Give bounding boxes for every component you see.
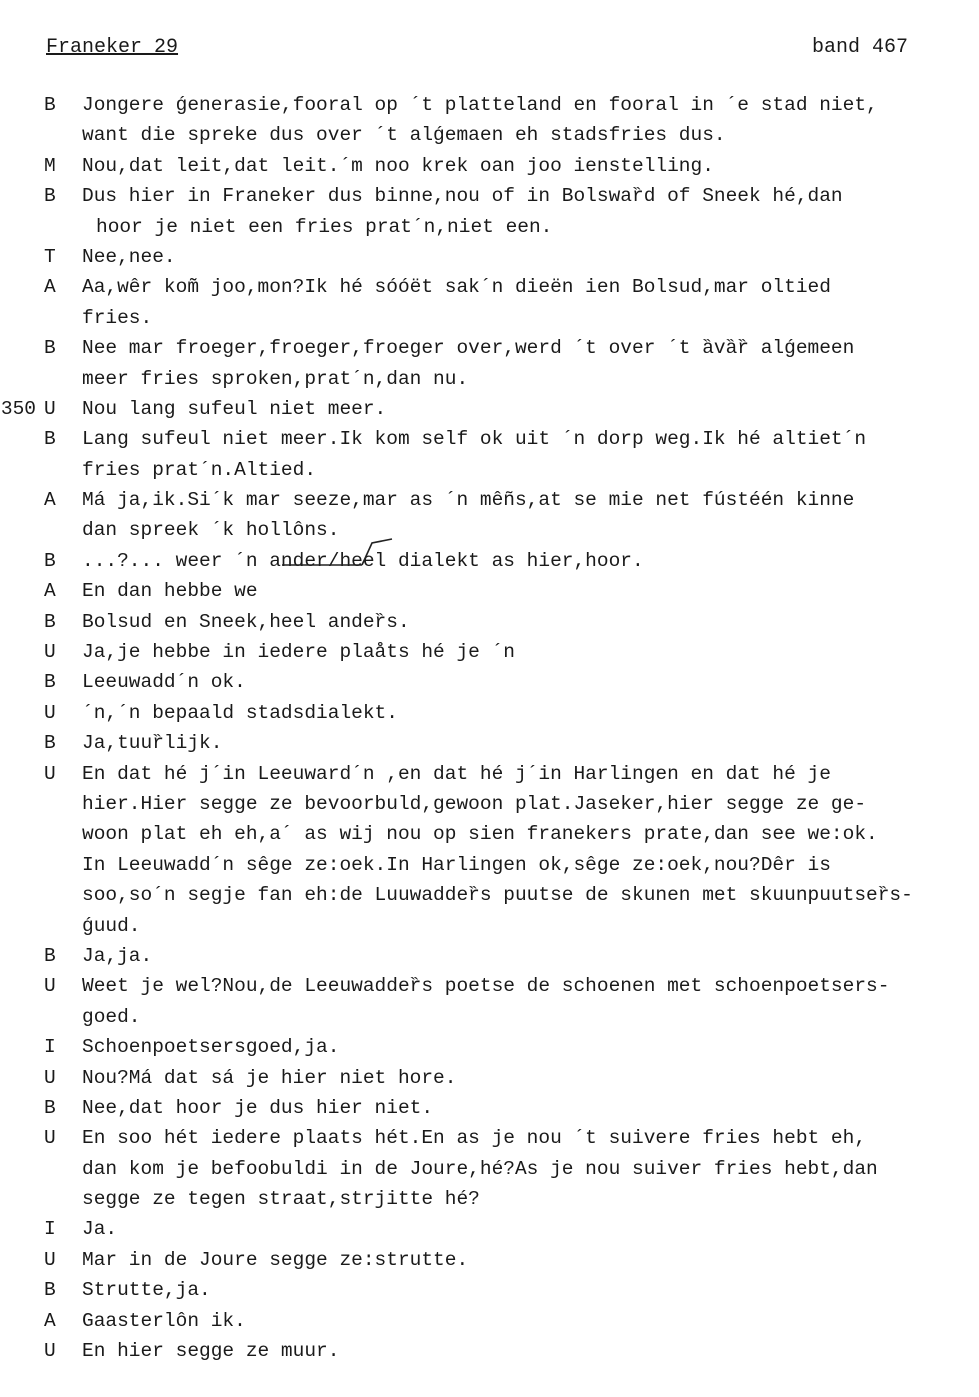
utterance-text: Nou lang sufeul niet meer. [82,397,387,420]
transcript-line [0,303,979,333]
utterance-text: Bolsud en Sneek,heel andeȑs. [82,610,410,633]
transcript-line [0,1002,979,1032]
speaker-label: U [44,975,56,998]
transcript-line [0,759,979,789]
utterance-text: Strutte,ja. [82,1279,211,1302]
utterance-text: Lang sufeul niet meer.Ik kom self ok uit ´n dorp weg.Ik hé altiet´n [82,428,867,451]
utterance-text: Gaasterlôn ik. [82,1309,246,1332]
utterance-text: soo,so´n segje fan eh:de Luuwaddeȑs puutse de skunen met skuunpuutseȑs- [82,884,913,907]
band-number: band 467 [812,36,909,59]
speaker-label: A [44,276,56,299]
utterance-text: meer fries sproken,prat´n,dan nu. [82,367,469,390]
transcript-line [0,819,979,849]
transcript-line [0,424,979,454]
utterance-text: woon plat eh eh,a´ as wij nou op sien franekers prate,dan see we:ok. [82,823,878,846]
speaker-label: U [44,1127,56,1150]
utterance-text: Mar in de Joure segge ze:strutte. [82,1248,469,1271]
transcript-line [0,1306,979,1336]
transcript-line [0,789,979,819]
utterance-text: Nee,dat hoor je dus hier niet. [82,1096,434,1119]
speaker-label: B [44,1096,56,1119]
speaker-label: U [44,397,56,420]
transcript-line [0,667,979,697]
utterance-text: Weet je wel?Nou,de Leeuwaddeȑs poetse de schoenen met schoenpoetsers- [82,975,890,998]
utterance-text: hier.Hier segge ze bevoorbuld,gewoon plat.Jaseker,hier segge ze ge- [82,792,867,815]
speaker-label: B [44,671,56,694]
speaker-label: B [44,428,56,451]
speaker-label: I [44,1036,56,1059]
transcript-line [0,181,979,211]
utterance-text: ...?... weer ´n ander/heel dialekt as hier,hoor. [82,549,644,572]
speaker-label: T [44,245,56,268]
utterance-text: En hier segge ze muur. [82,1340,340,1363]
utterance-text: Jongere ǵenerasie,fooral op ´t platteland en fooral in ´e stad niet, [82,94,878,116]
speaker-label: A [44,580,56,603]
utterance-text: Nee,nee. [82,245,176,268]
utterance-text: Ja,je hebbe in iedere plaåts hé je ´n [82,641,515,664]
speaker-label: M [44,154,56,177]
speaker-label: B [44,549,56,572]
transcript-line [0,850,979,880]
transcript-line [0,1275,979,1305]
utterance-text: Ja,tuuȑlijk. [82,732,223,755]
transcript-line [0,212,979,242]
utterance-text: En dat hé j´in Leeuward´n ,en dat hé j´in Harlingen en dat hé je [82,762,831,785]
speaker-label: A [44,489,56,512]
transcript-line [0,333,979,363]
utterance-text: Nou,dat leit,dat leit.´m noo krek oan joo ienstelling. [82,154,714,177]
transcript-line [0,637,979,667]
speaker-label: U [44,701,56,724]
utterance-text: fries prat´n.Altied. [82,458,317,481]
transcript-line [0,364,979,394]
transcript-line [0,90,979,120]
utterance-text: Leeuwadd´n ok. [82,671,246,694]
speaker-label: U [44,1340,56,1363]
transcript-line [0,242,979,272]
transcript-line [0,120,979,150]
utterance-text: Schoenpoetsersgoed,ja. [82,1036,340,1059]
utterance-text: Nee mar froeger,froeger,froeger over,werd ´t over ´t ȁvȁȑ alǵemeen [82,337,855,360]
transcript-line [0,485,979,515]
utterance-text: want die spreke dus over ´t alǵemaen eh stadsfries dus. [82,124,726,147]
transcript-line [0,1032,979,1062]
transcript-line [0,1214,979,1244]
utterance-text: ǵuud. [82,914,141,937]
transcript-line [0,698,979,728]
speaker-label: I [44,1218,56,1241]
transcript-line [0,151,979,181]
transcript-line [0,911,979,941]
speaker-label: B [44,610,56,633]
utterance-text: Ja,ja. [82,944,153,967]
transcript-line [0,455,979,485]
speaker-label: U [44,1248,56,1271]
transcript-line [0,1336,979,1366]
transcript-line [0,941,979,971]
utterance-text: dan spreek ´k hollôns. [82,519,340,542]
speaker-label: B [44,94,56,116]
speaker-label: A [44,1309,56,1332]
transcript-line [0,515,979,545]
utterance-text: Nou?Má dat sá je hier niet hore. [82,1066,457,1089]
transcript-line [0,1093,979,1123]
utterance-text: En dan hebbe we [82,580,258,603]
transcript-line [0,394,979,424]
transcript-line [0,546,979,576]
utterance-text: dan kom je befoobuldi in de Joure,hé?As je nou suiver fries hebt,dan [82,1157,878,1180]
transcript-line [0,880,979,910]
utterance-text: fries. [82,306,153,329]
transcript-line [0,1154,979,1184]
speaker-label: U [44,762,56,785]
speaker-label: U [44,1066,56,1089]
utterance-text: Ja. [82,1218,118,1241]
speaker-label: B [44,337,56,360]
transcript-line [0,576,979,606]
transcript-line [0,272,979,302]
page-title: Franeker 29 [46,36,179,59]
transcript-line [0,607,979,637]
utterance-text: goed. [82,1005,141,1028]
speaker-label: B [44,185,56,208]
speaker-label: U [44,641,56,664]
transcript-line [0,971,979,1001]
transcript-line [0,728,979,758]
line-counter-marker: 350 [0,397,36,420]
transcript-line [0,1063,979,1093]
utterance-text: Dus hier in Franeker dus binne,nou of in Bolswaȑd of Sneek hé,dan [82,185,843,208]
speaker-label: B [44,944,56,967]
speaker-label: B [44,1279,56,1302]
utterance-text: segge ze tegen straat,strjitte hé? [82,1188,480,1211]
speaker-label: B [44,732,56,755]
transcript-lines [0,90,979,1366]
utterance-text: Aa,wêr kom̃ joo,mon?Ik hé sóóët sak´n dieën ien Bolsud,mar oltied [82,276,831,299]
utterance-text: ´n,´n bepaald stadsdialekt. [82,701,398,724]
utterance-text: In Leeuwadd´n sêge ze:oek.In Harlingen ok,sêge ze:oek,nou?Dêr is [82,853,831,876]
transcript-line [0,1123,979,1153]
utterance-text: En soo hét iedere plaats hét.En as je nou ´t suivere fries hebt eh, [82,1127,867,1150]
utterance-text: hoor je niet een fries prat´n,niet een. [96,215,553,238]
transcript-line [0,1184,979,1214]
utterance-text: Má ja,ik.Si´k mar seeze,mar as ´n mêñs,at se mie net fústéén kinne [82,489,855,512]
transcript-line [0,1245,979,1275]
